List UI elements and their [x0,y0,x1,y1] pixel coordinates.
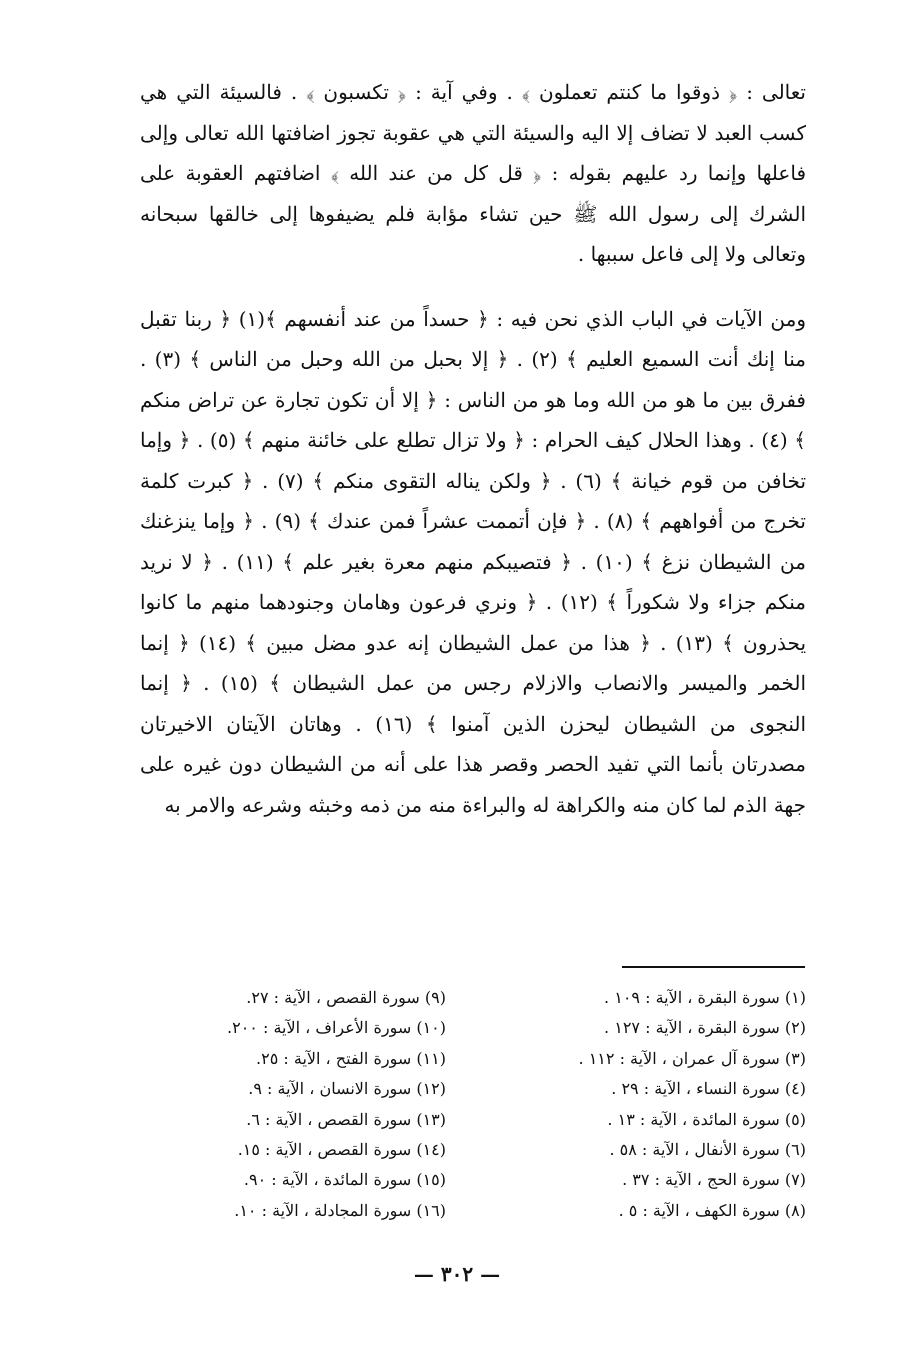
footnote-16: (١٦) سورة المجادلة ، الآية : ١٠. [234,1200,446,1220]
footnotes [140,983,806,1226]
footnote-15: (١٥) سورة المائدة ، الآية : ٩٠. [243,1170,446,1190]
footnote-10: (١٠) سورة الأعراف ، الآية : ٢٠٠. [227,1018,446,1038]
footnote-13: (١٣) سورة القصص ، الآية : ٦. [246,1109,446,1129]
footnote-7: (٧) سورة الحج ، الآية : ٣٧ . [622,1170,806,1190]
page-number: — ٣٠٢ — [413,1262,501,1286]
paragraph-1: تعالى : ﴿ ذوقوا ما كنتم تعملون ﴾ . وفي آية : ﴿ تكسبون ﴾ . فالسيئة التي هي كسب العبد لا تضاف إلا اليه والسيئة التي هي عقوبة تجوز اضافتها الله تعالى وإلى فاعلها وإنما رد عليهم بقوله : ﴿ قل كل من عند الله ﴾ اضافتهم العقوبة على الشرك إلى رسول الله ﷺ حين تشاء مؤابة فلم يضيفوها إلى خالقها سبحانه وتعالى ولا إلى فاعل سببها . [140,80,806,266]
footnote-5: (٥) سورة المائدة ، الآية : ١٣ . [607,1109,806,1129]
footnote-4: (٤) سورة النساء ، الآية : ٢٩ . [611,1079,806,1099]
footnote-1: (١) سورة البقرة ، الآية : ١٠٩ . [604,988,806,1007]
page-body [140,72,806,825]
paragraph-spacer [140,275,806,299]
footnote-9: (٩) سورة القصص ، الآية : ٢٧. [246,988,446,1007]
footnote-6: (٦) سورة الأنفال ، الآية : ٥٨ . [609,1139,806,1159]
footnote-3: (٣) سورة آل عمران ، الآية : ١١٢ . [578,1048,806,1068]
footnote-14: (١٤) سورة القصص ، الآية : ١٥. [237,1139,446,1159]
footnote-12: (١٢) سورة الانسان ، الآية : ٩. [248,1079,446,1099]
footnote-separator [622,966,805,968]
footnote-2: (٢) سورة البقرة ، الآية : ١٢٧ . [604,1018,806,1038]
footnote-8: (٨) سورة الكهف ، الآية : ٥ . [618,1200,806,1220]
footnotes-left-column [146,983,446,1226]
paragraph-2: ومن الآيات في الباب الذي نحن فيه : ﴿ حسداً من عند أنفسهم ﴾(١) ﴿ ربنا تقبل منا إنك أنت السميع العليم ﴾ (٢) . ﴿ إلا بحبل من الله وحبل من الناس ﴾ (٣) . ففرق بين ما هو من الله وما هو من الناس : ﴿ إلا أن تكون تجارة عن تراض منكم ﴾ (٤) . وهذا الحلال كيف الحرام : ﴿ ولا تزال تطلع على خائنة منهم ﴾ (٥) . ﴿ وإما تخافن من قوم خيانة ﴾ (٦) . ﴿ ولكن يناله التقوى منكم ﴾ (٧) . ﴿ كبرت كلمة تخرج من أفواههم ﴾ (٨) . ﴿ فإن أتممت عشراً فمن عندك ﴾ (٩) . ﴿ وإما ينزغنك من الشيطان نزغ ﴾ (١٠) . ﴿ فتصيبكم منهم معرة بغير علم ﴾ (١١) . ﴿ لا نريد منكم جزاء ولا شكوراً ﴾ (١٢) . ﴿ ونري فرعون وهامان وجنودهما منهم ما كانوا يحذرون ﴾ (١٣) . ﴿ هذا من عمل الشيطان إنه عدو مضل مبين ﴾ (١٤) ﴿ إنما الخمر والميسر والانصاب والازلام رجس من عمل الشيطان ﴾ (١٥) . ﴿ إنما النجوى من الشيطان ليحزن الذين آمنوا ﴾ (١٦) . وهاتان الآيتان الاخيرتان مصدرتان بأنما التي تفيد الحصر وقصر هذا على أنه من الشيطان دون غيره على جهة الذم لما كان منه والكراهة له والبراءة منه من ذمه وخبثه وشرعه والامر به [140,306,807,817]
footnotes-right-column [446,983,806,1226]
footnote-11: (١١) سورة الفتح ، الآية : ٢٥. [256,1048,446,1068]
